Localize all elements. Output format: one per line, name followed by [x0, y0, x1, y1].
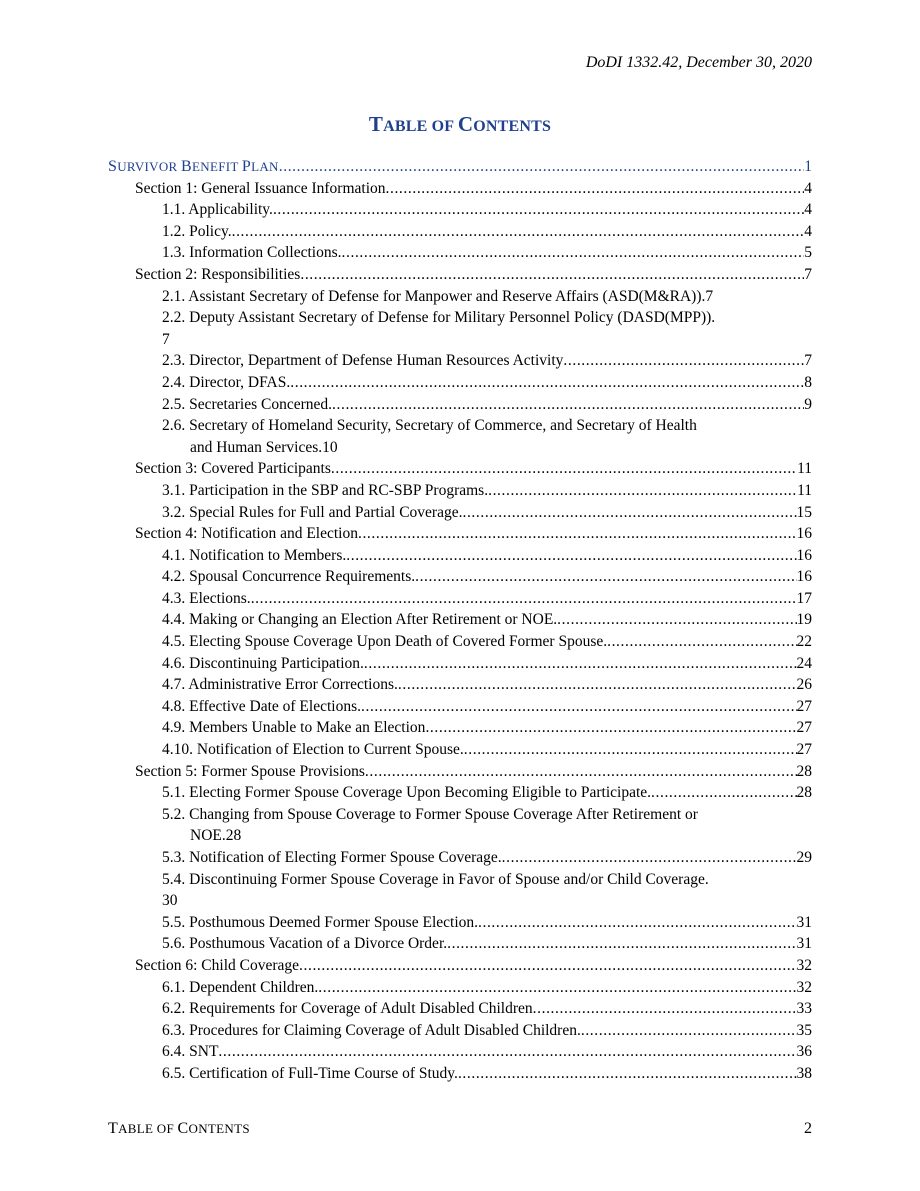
- toc-entry-5-4[interactable]: 5.4. Discontinuing Former Spouse Coverage in Favor of Spouse and/or Child Coverage. 30: [162, 870, 709, 910]
- toc-entry-5-6[interactable]: 5.6. Posthumous Vacation of a Divorce Order. ..... 31: [108, 933, 812, 955]
- table-of-contents: [108, 156, 812, 1085]
- toc-entry-4-3[interactable]: 4.3. Elections. ..... 17: [108, 588, 812, 610]
- toc-entry-1-2[interactable]: 1.2. Policy. ..... 4: [108, 221, 812, 243]
- toc-entry-section-2[interactable]: Section 2: Responsibilities ..... 7: [108, 264, 812, 286]
- toc-entry-4-7[interactable]: 4.7. Administrative Error Corrections. ..... 26: [108, 674, 812, 696]
- toc-entry-2-2[interactable]: 2.2. Deputy Assistant Secretary of Defense for Military Personnel Policy (DASD(MPP)). 7: [162, 309, 716, 348]
- toc-entry-4-10[interactable]: 4.10. Notification of Election to Current Spouse. ..... 27: [108, 739, 812, 761]
- toc-entry-5-1[interactable]: 5.1. Electing Former Spouse Coverage Upon Becoming Eligible to Participate. ..... 28: [108, 782, 812, 804]
- toc-entry-5-5[interactable]: 5.5. Posthumous Deemed Former Spouse Election. ..... 31: [108, 912, 812, 934]
- toc-entry-2-5[interactable]: 2.5. Secretaries Concerned. ..... 9: [108, 394, 812, 416]
- toc-entry-section-1[interactable]: Section 1: General Issuance Information ..... 4: [108, 178, 812, 200]
- toc-entry-6-5[interactable]: 6.5. Certification of Full-Time Course of Study. ..... 38: [108, 1063, 812, 1085]
- toc-entry-3-2[interactable]: 3.2. Special Rules for Full and Partial Coverage. ..... 15: [108, 502, 812, 524]
- toc-entry-section-4[interactable]: Section 4: Notification and Election ..... 16: [108, 523, 812, 545]
- toc-entry-4-6[interactable]: 4.6. Discontinuing Participation. ..... 24: [108, 653, 812, 675]
- dot-leader: [279, 156, 805, 178]
- toc-entry-6-3[interactable]: 6.3. Procedures for Claiming Coverage of Adult Disabled Children. ..... 35: [108, 1020, 812, 1042]
- running-footer-title: TABLE OF CONTENTS: [108, 1120, 250, 1137]
- toc-entry-3-1[interactable]: 3.1. Participation in the SBP and RC-SBP Programs. ..... 11: [108, 480, 812, 502]
- toc-entry-4-4[interactable]: 4.4. Making or Changing an Election After Retirement or NOE. ..... 19: [108, 609, 812, 631]
- toc-entry-4-2[interactable]: 4.2. Spousal Concurrence Requirements. ..... 16: [108, 566, 812, 588]
- toc-entry-6-4[interactable]: 6.4. SNT ..... 36: [108, 1041, 812, 1063]
- toc-entry-4-5[interactable]: 4.5. Electing Spouse Coverage Upon Death of Covered Former Spouse. ..... 22: [108, 631, 812, 653]
- toc-entry-2-1[interactable]: 2.1. Assistant Secretary of Defense for Manpower and Reserve Affairs (ASD(M&RA)). 7: [162, 287, 714, 305]
- toc-entry-6-2[interactable]: 6.2. Requirements for Coverage of Adult Disabled Children ..... 33: [108, 998, 812, 1020]
- toc-entry-section-3[interactable]: Section 3: Covered Participants ..... 11: [108, 458, 812, 480]
- toc-entry-1-3[interactable]: 1.3. Information Collections. ..... 5: [108, 242, 812, 264]
- toc-entry-5-3[interactable]: 5.3. Notification of Electing Former Spouse Coverage. ..... 29: [108, 847, 812, 869]
- toc-entry-4-9[interactable]: 4.9. Members Unable to Make an Election ..... 27: [108, 717, 812, 739]
- toc-entry-survivor-benefit-plan[interactable]: SURVIVOR BENEFIT PLAN ..... 1: [108, 156, 812, 178]
- footer-page-number: 2: [804, 1120, 812, 1137]
- toc-entry-section-5[interactable]: Section 5: Former Spouse Provisions ..... 28: [108, 761, 812, 783]
- running-header: DoDI 1332.42, December 30, 2020: [585, 54, 812, 71]
- page-number: 1: [804, 158, 812, 175]
- toc-entry-1-1[interactable]: 1.1. Applicability. ..... 4: [108, 199, 812, 221]
- toc-entry-4-8[interactable]: 4.8. Effective Date of Elections. ..... 27: [108, 696, 812, 718]
- page-title: TABLE OF CONTENTS: [368, 112, 552, 136]
- toc-entry-section-6[interactable]: Section 6: Child Coverage ..... 32: [108, 955, 812, 977]
- toc-entry-2-3[interactable]: 2.3. Director, Department of Defense Human Resources Activity ..... 7: [108, 350, 812, 372]
- toc-entry-5-2[interactable]: 5.2. Changing from Spouse Coverage to Former Spouse Coverage After Retirement or NOE. 28: [162, 805, 698, 845]
- toc-entry-6-1[interactable]: 6.1. Dependent Children. ..... 32: [108, 977, 812, 999]
- toc-entry-2-4[interactable]: 2.4. Director, DFAS. ..... 8: [108, 372, 812, 394]
- toc-entry-4-1[interactable]: 4.1. Notification to Members. ..... 16: [108, 545, 812, 567]
- toc-entry-2-6[interactable]: 2.6. Secretary of Homeland Security, Secretary of Commerce, and Secretary of Health and Human Services. 10: [162, 417, 697, 456]
